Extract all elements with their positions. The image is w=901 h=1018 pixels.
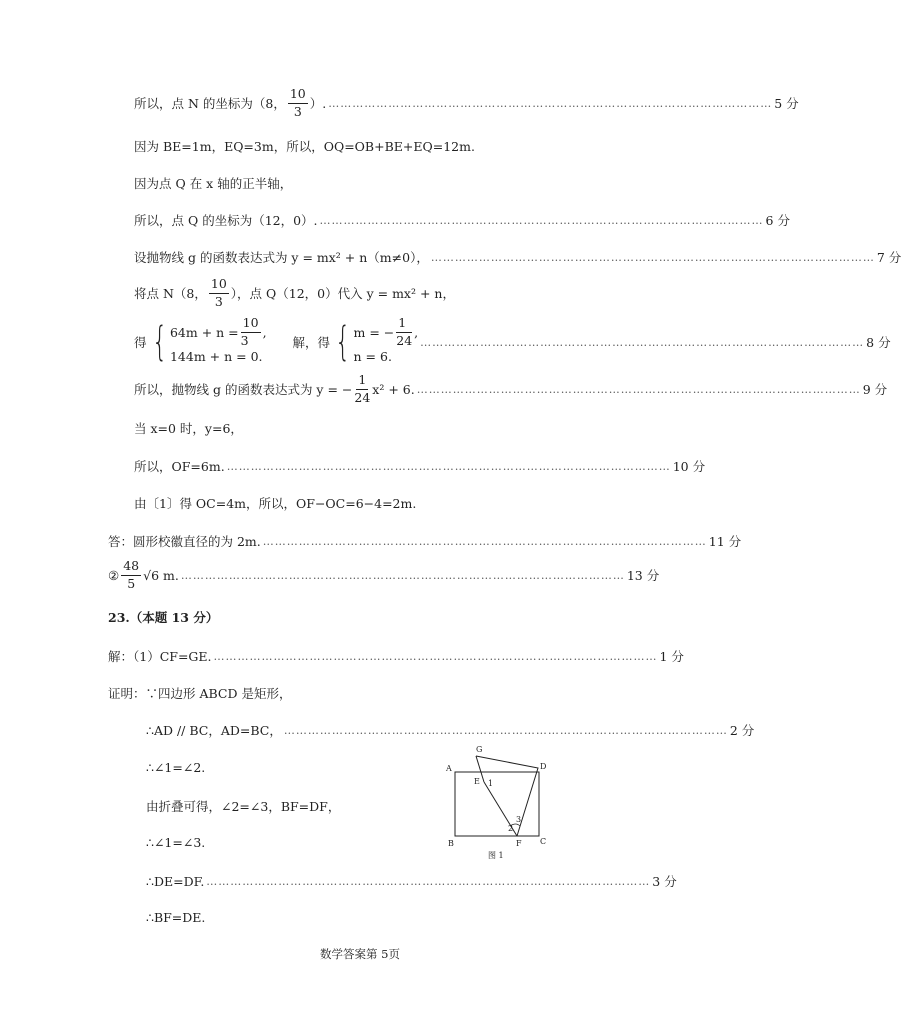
score-label: 5 分 — [774, 96, 799, 111]
answer-line-22 — [146, 910, 205, 925]
score-label: 1 分 — [659, 649, 684, 664]
label-f: F — [516, 839, 522, 848]
text: ∴AD // BC，AD=BC， — [146, 723, 282, 738]
numerator: 48 — [121, 560, 141, 576]
text: 因为点 Q 在 x 轴的正半轴， — [134, 176, 293, 191]
text: ∴∠1=∠3. — [146, 835, 206, 850]
label-e: E — [474, 777, 480, 786]
label-b: B — [448, 839, 454, 848]
text: ② — [108, 567, 120, 583]
answer-line-11 — [134, 494, 416, 512]
text: 解，得 — [292, 335, 331, 350]
text: , — [262, 324, 267, 340]
leader-dots: ………………………………………………………………………………………………… — [180, 568, 625, 582]
text: 答：圆形校徽直径的为 2m. — [108, 534, 261, 549]
score-label: 2 分 — [729, 723, 755, 738]
text: 所以，OF=6m. — [134, 459, 225, 474]
score-label: 11 分 — [708, 534, 742, 549]
leader-dots: ………………………………………………………………………………………………… — [262, 534, 707, 548]
fraction — [288, 88, 308, 118]
fraction — [121, 560, 141, 590]
text: ）. — [309, 96, 327, 111]
answer-line-2 — [134, 137, 475, 155]
leader-dots: ………………………………………………………………………………………………… — [206, 874, 651, 888]
numerator: 1 — [356, 374, 368, 390]
numerator: 10 — [288, 88, 308, 104]
answer-line-6 — [134, 278, 455, 308]
text: 所以，点 N 的坐标为（8， — [134, 96, 286, 111]
fraction — [209, 278, 229, 308]
numerator: 10 — [209, 278, 229, 294]
label-angle-1: 1 — [488, 779, 494, 788]
leader-dots: ………………………………………………………………………………………………… — [416, 382, 861, 396]
score-label: 6 分 — [765, 213, 790, 228]
text: 解：（1）CF=GE. — [108, 649, 212, 664]
answer-line-1 — [134, 86, 799, 119]
equation-system — [169, 315, 267, 366]
text: √6 m. — [143, 567, 179, 583]
score-label: 13 分 — [626, 568, 660, 583]
answer-line-7 — [134, 315, 891, 366]
geometry-figure — [440, 738, 560, 862]
answer-line-12 — [108, 532, 742, 550]
answer-line-4 — [134, 211, 790, 229]
text: 所以，点 Q 的坐标为（12，0）. — [134, 213, 318, 228]
solution-system — [353, 315, 419, 366]
denominator: 3 — [214, 293, 223, 309]
text: 当 x=0 时，y=6， — [134, 421, 243, 436]
label-a: A — [446, 764, 452, 773]
text: 23.（本题 13 分） — [108, 610, 219, 625]
answer-line-8 — [134, 372, 888, 405]
text: ∴DE=DF. — [146, 873, 205, 889]
label-d: D — [540, 762, 547, 771]
brace-icon: { — [335, 319, 351, 365]
numerator: 10 — [241, 317, 261, 333]
equation: 64m + n = — [169, 324, 239, 340]
leader-dots: ………………………………………………………………………………………………… — [420, 335, 865, 349]
equation: 144m + n = 0. — [169, 348, 263, 364]
denominator: 3 — [240, 332, 249, 348]
answer-line-16 — [108, 684, 291, 702]
label-c: C — [540, 837, 547, 846]
text: ∴BF=DE. — [146, 910, 206, 925]
text: 设抛物线 g 的函数表达式为 y = mx² + n（m≠0）， — [134, 250, 429, 265]
text: ∴∠1=∠2. — [146, 760, 206, 775]
denominator: 24 — [354, 389, 371, 405]
text: x² + 6. — [372, 381, 415, 397]
leader-dots: ………………………………………………………………………………………………… — [430, 250, 875, 264]
numerator: 1 — [396, 317, 412, 333]
answer-line-10 — [134, 457, 706, 475]
text: , — [414, 324, 419, 340]
leader-dots: ………………………………………………………………………………………………… — [328, 96, 773, 110]
label-g: G — [476, 745, 483, 754]
label-angle-2: 2 — [508, 824, 514, 833]
leader-dots: ………………………………………………………………………………………………… — [226, 459, 671, 473]
equation: n = 6. — [353, 348, 392, 364]
fraction — [241, 317, 261, 347]
leader-dots: ………………………………………………………………………………………………… — [213, 649, 658, 663]
answer-line-13 — [108, 558, 660, 591]
text: 由〔1〕得 OC=4m，所以，OF−OC=6−4=2m. — [134, 496, 417, 511]
fold-line-gdf — [476, 756, 538, 836]
denominator: 3 — [293, 103, 302, 119]
text: 证明：∵四边形 ABCD 是矩形， — [108, 686, 292, 701]
text: 将点 N（8， — [134, 286, 207, 301]
brace-icon: { — [151, 319, 167, 365]
answer-line-21 — [146, 872, 677, 890]
answer-line-17 — [146, 721, 755, 739]
answer-line-5 — [134, 248, 901, 266]
score-label: 10 分 — [672, 459, 706, 474]
score-label: 8 分 — [866, 335, 891, 350]
equation: m = − — [353, 324, 395, 340]
leader-dots: ………………………………………………………………………………………………… — [319, 213, 764, 227]
answer-line-18 — [146, 760, 205, 775]
denominator: 5 — [127, 575, 136, 591]
text: ），点 Q（12，0）代入 y = mx² + n， — [230, 286, 455, 301]
text: 所以，抛物线 g 的函数表达式为 y = − — [134, 382, 353, 397]
score-label: 3 分 — [652, 874, 677, 889]
text: 由折叠可得，∠2=∠3，BF=DF， — [146, 799, 341, 814]
answer-line-19 — [146, 797, 340, 815]
fraction — [354, 374, 370, 404]
fraction — [396, 317, 412, 347]
text: 得 — [134, 335, 147, 350]
score-label: 7 分 — [876, 250, 901, 265]
denominator: 24 — [396, 332, 413, 348]
label-angle-3: 3 — [516, 815, 522, 824]
page-footer: 数学答案第 5页 — [320, 947, 400, 961]
answer-line-15 — [108, 647, 684, 665]
text: 因为 BE=1m，EQ=3m，所以，OQ=OB+BE+EQ=12m. — [134, 139, 475, 154]
leader-dots: ………………………………………………………………………………………………… — [283, 723, 728, 737]
answer-line-9 — [134, 419, 243, 437]
score-label: 9 分 — [862, 382, 888, 397]
answer-line-3 — [134, 174, 292, 192]
question-heading — [108, 608, 218, 626]
answer-line-20 — [146, 835, 205, 850]
figure-caption: 图 1 — [488, 851, 504, 860]
